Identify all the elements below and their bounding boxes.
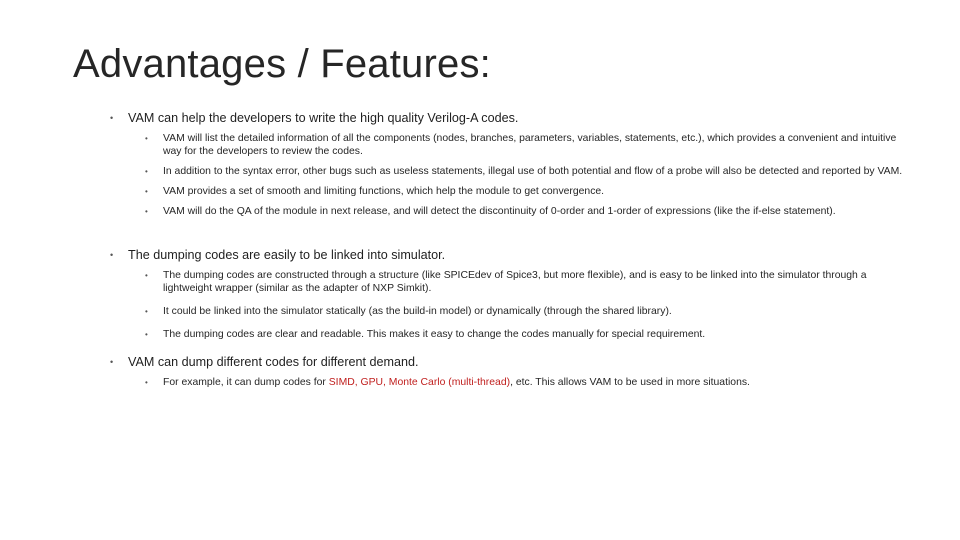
- bullet-icon: •: [145, 187, 148, 196]
- section-1: [110, 110, 910, 225]
- section-3: [110, 354, 910, 396]
- item-text-suffix: , etc. This allows VAM to be used in more situations.: [510, 377, 750, 388]
- bullet-icon: •: [145, 307, 148, 316]
- section-heading: [110, 110, 910, 126]
- section-2: [110, 247, 910, 348]
- item-text: The dumping codes are clear and readable. This makes it easy to change the codes manually for special requirement.: [163, 329, 706, 340]
- list-item: [145, 269, 908, 295]
- list-item: [145, 328, 908, 341]
- item-text: The dumping codes are constructed through a structure (like SPICEdev of Spice3, but more flexible), and is easy to be linked into the simulator through a lightweight wrapper (similar as the adapter of NXP Simkit).: [163, 270, 867, 294]
- list-item: [145, 376, 908, 389]
- list-item: [145, 305, 908, 318]
- item-text: It could be linked into the simulator statically (as the build-in model) or dynamically (through the shared library).: [163, 306, 672, 317]
- bullet-icon: •: [110, 250, 114, 260]
- item-text: VAM provides a set of smooth and limiting functions, which help the module to get convergence.: [163, 186, 605, 197]
- item-text: VAM will do the QA of the module in next release, and will detect the discontinuity of 0-order and 1-order of expressions (like the if-else statement).: [163, 206, 836, 217]
- bullet-icon: •: [145, 378, 148, 387]
- bullet-icon: •: [145, 207, 148, 216]
- bullet-icon: •: [145, 271, 148, 280]
- section-heading: [110, 354, 910, 370]
- heading-text: The dumping codes are easily to be linked into simulator.: [128, 248, 446, 262]
- highlighted-targets: SIMD, GPU, Monte Carlo (multi-thread): [328, 377, 511, 388]
- list-item: [145, 185, 908, 198]
- list-item: [145, 165, 908, 178]
- list-item: [145, 132, 908, 158]
- bullet-icon: •: [110, 113, 114, 123]
- bullet-icon: •: [145, 134, 148, 143]
- section-heading: [110, 247, 910, 263]
- sub-list: [110, 269, 910, 341]
- bullet-icon: •: [145, 330, 148, 339]
- sub-list: [110, 376, 910, 389]
- bullet-icon: •: [145, 167, 148, 176]
- list-item: [145, 205, 908, 218]
- heading-text: VAM can help the developers to write the high quality Verilog-A codes.: [128, 111, 519, 125]
- item-text: VAM will list the detailed information of all the components (nodes, branches, parameters, variables, statements, etc.), which provides a convenient and intuitive way for the developers to review the codes.: [163, 133, 897, 157]
- heading-text: VAM can dump different codes for different demand.: [128, 355, 419, 369]
- item-text: In addition to the syntax error, other bugs such as useless statements, illegal use of both potential and flow of a probe will also be detected and reported by VAM.: [163, 166, 903, 177]
- slide-title: Advantages / Features:: [73, 42, 491, 86]
- sub-list: [110, 132, 910, 218]
- item-text-prefix: For example, it can dump codes for: [163, 377, 329, 388]
- bullet-icon: •: [110, 357, 114, 367]
